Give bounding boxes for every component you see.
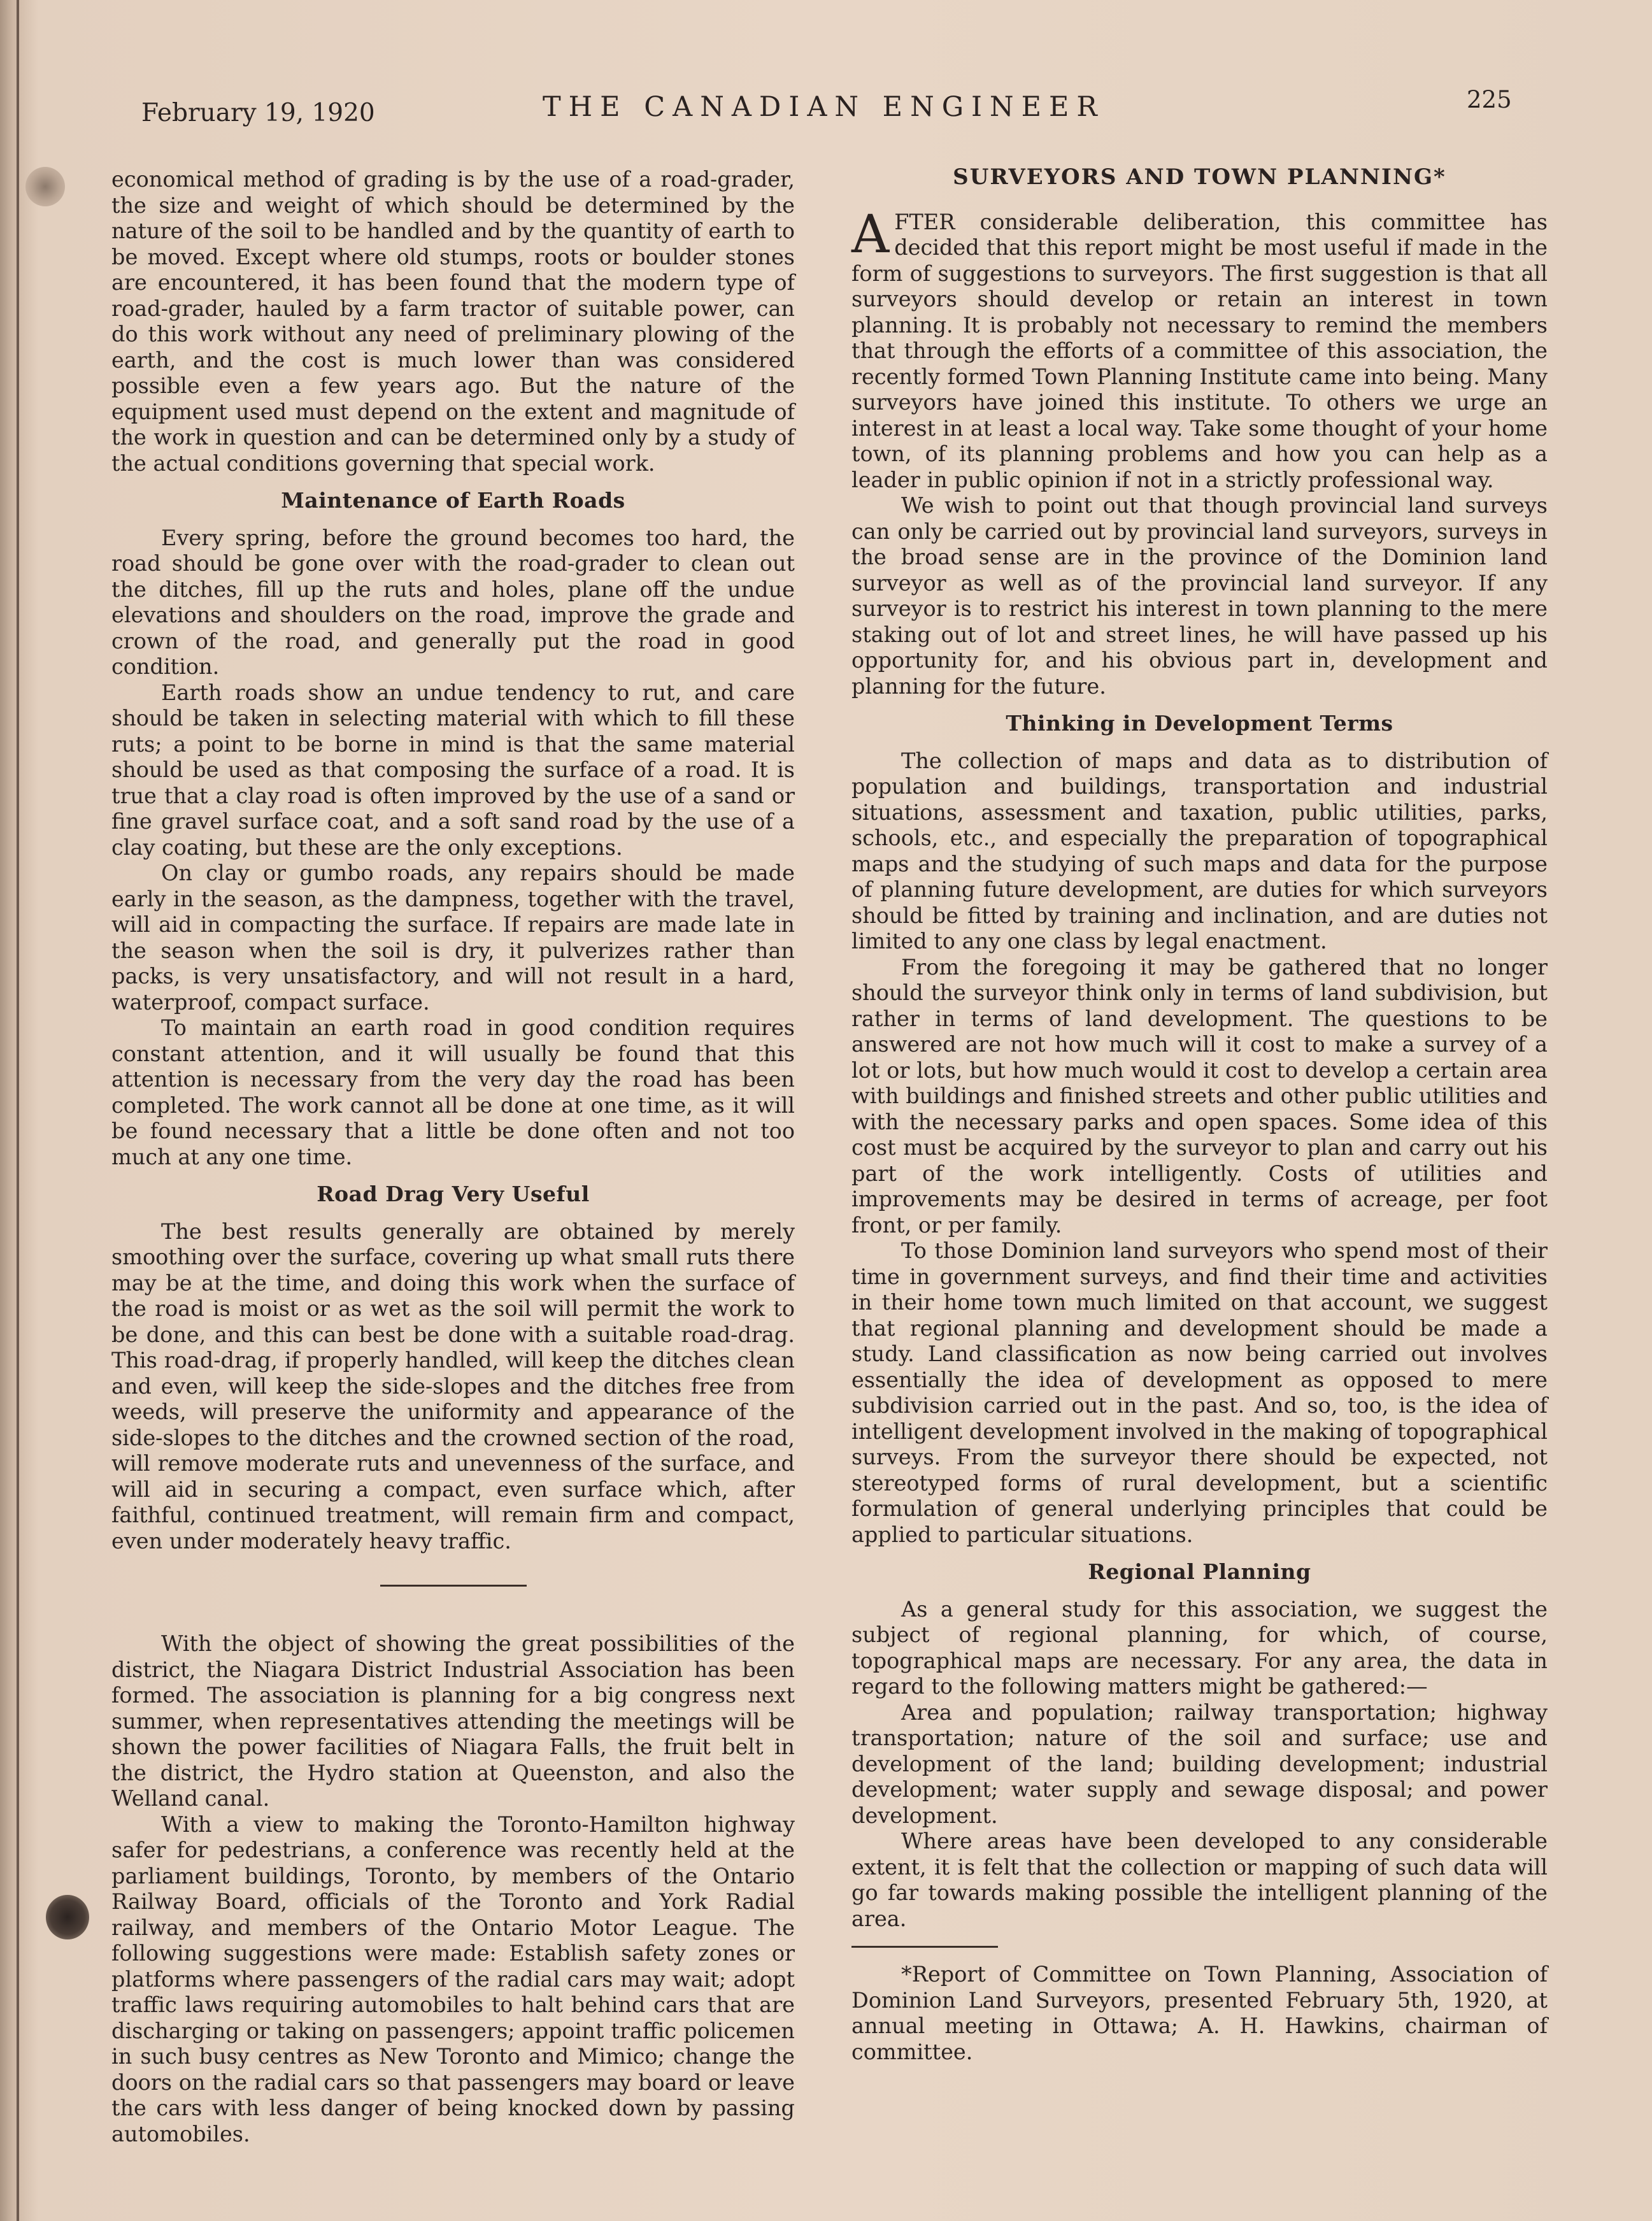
paragraph: We wish to point out that though provincial land surveys can only be carried out by provincial land surveyors, surveys in the broad sense are in the province of the Dominion land surveyor as well as of the provincial land surveyor. If any surveyor is to restrict his interest in town planning to the mere staking out of lot and street lines, he will have passed up his opportunity for, and his obvious part in, development and planning for the future.	[851, 493, 1548, 699]
paragraph: Earth roads show an undue tendency to rut, and care should be taken in selecting material with which to fill these ruts; a point to be borne in mind is that the same material should be used as that composing the surface of a road. It is true that a clay road is often improved by the use of a sand or fine gravel surface coat, and a soft sand road by the use of a clay coating, but these are the only exceptions.	[111, 680, 795, 860]
paragraph: To maintain an earth road in good condition requires constant attention, and it will usually be found that this attention is necessary from the very day the road has been completed. The work cannot all be done at one time, as it will be found necessary that a little be done often and not too much at any one time.	[111, 1015, 795, 1169]
footnote-divider	[851, 1946, 998, 1948]
article-title: SURVEYORS AND TOWN PLANNING*	[953, 164, 1446, 190]
running-header	[0, 86, 1652, 131]
issue-date: February 19, 1920	[141, 99, 375, 127]
section-heading-maintenance: Maintenance of Earth Roads	[281, 488, 625, 513]
paragraph: With the object of showing the great possibilities of the district, the Niagara District Industrial Association has been formed. The association is planning for a big congress next summer, when representatives attending the meetings will be shown the power facilities of Niagara Falls, the fruit belt in the district, the Hydro station at Queenston, and also the Welland canal.	[111, 1631, 795, 1811]
section-divider	[380, 1585, 527, 1587]
paragraph-with-dropcap	[851, 204, 1548, 494]
footnote	[851, 1962, 1548, 2065]
paragraph: To those Dominion land surveyors who spend most of their time in government surveys, and find their time and activities in their home town much limited on that account, we suggest that regional planning and development should be made a study. Land classification as now being carried out involves essentially the idea of development as opposed to mere subdivision carried out in the past. And so, too, is the idea of intelligent development involved in the making of topographical surveys. From the surveyor there should be expected, not stereotyped forms of rural development, but a scientific formulation of general underlying principles that could be applied to particular situations.	[851, 1238, 1548, 1547]
paragraph: economical method of grading is by the use of a road-grader, the size and weight of which should be determined by the nature of the soil to be handled and by the quantity of earth to be moved. Except where old stumps, roots or boulder stones are encountered, it has been found that the modern type of road-grader, hauled by a farm tractor of suitable power, can do this work without any need of preliminary plowing of the earth, and the cost is much lower than was considered possible even a few years ago. But the nature of the equipment used must depend on the extent and magnitude of the work in question and can be determined only by a study of the actual conditions governing that special work.	[111, 167, 795, 476]
publication-title: THE CANADIAN ENGINEER	[543, 91, 1105, 123]
left-column	[111, 167, 795, 2147]
right-column	[851, 164, 1548, 2065]
page-number: 225	[1467, 86, 1512, 113]
paragraph: Area and population; railway transportation; highway transportation; nature of the soil and surface; use and development of the land; building development; industrial development; water supply and sewage disposal; and power development.	[851, 1699, 1548, 1828]
section-heading-road-drag: Road Drag Very Useful	[317, 1182, 590, 1206]
paragraph: The best results generally are obtained by merely smoothing over the surface, covering up what small ruts there may be at the time, and doing this work when the surface of the road is moist or as wet as the soil will permit the work to be done, and this can best be done with a suitable road-drag. This road-drag, if properly handled, will keep the ditches clean and even, will keep the side-slopes and the ditches free from weeds, will preserve the uniformity and appearance of the side-slopes to the ditches and the crowned section of the road, will remove moderate ruts and unevenness of the surface, and will aid in securing a compact, even surface which, after faithful, continued treatment, will remain firm and compact, even under moderately heavy traffic.	[111, 1218, 795, 1553]
punch-hole-bottom	[46, 1895, 89, 1939]
section-heading-thinking: Thinking in Development Terms	[1006, 711, 1393, 736]
footnote-text: *Report of Committee on Town Planning, Association of Dominion Land Surveyors, presented February 5th, 1920, at annual meeting in Ottawa; A. H. Hawkins, chairman of committee.	[851, 1962, 1548, 2064]
paragraph: Where areas have been developed to any considerable extent, it is felt that the collection or mapping of such data will go far towards making possible the intelligent planning of the area.	[851, 1829, 1548, 1931]
section-heading-regional: Regional Planning	[1088, 1559, 1311, 1584]
paragraph: With a view to making the Toronto-Hamilton highway safer for pedestrians, a conference was recently held at the parliament buildings, Toronto, by members of the Ontario Railway Board, officials of the Toronto and York Radial railway, and members of the Ontario Motor League. The following suggestions were made: Establish safety zones or platforms where passengers of the radial cars may wait; adopt traffic laws requiring automobiles to halt behind cars that are discharging or taking on passengers; appoint traffic policemen in such busy centres as New Toronto and Mimico; change the doors on the radial cars so that passengers may board or leave the cars with less danger of being knocked down by passing automobiles.	[111, 1811, 795, 2146]
punch-hole-top	[25, 167, 65, 206]
paragraph: From the foregoing it may be gathered that no longer should the surveyor think only in terms of land subdivision, but rather in terms of land development. The questions to be answered are not how much will it cost to make a survey of a lot or lots, but how much would it cost to develop a certain area with buildings and finished streets and other public utilities and with the necessary parks and open spaces. Some idea of this cost must be acquired by the surveyor to plan and carry out his part of the work intelligently. Costs of utilities and improvements may be desired in terms of acreage, per foot front, or per family.	[851, 954, 1548, 1238]
drop-cap: A	[851, 204, 890, 265]
paragraph: Every spring, before the ground becomes too hard, the road should be gone over with the road-grader to clean out the ditches, fill up the ruts and holes, plane off the undue elevations and shoulders on the road, improve the grade and crown of the road, and generally put the road in good condition.	[111, 525, 795, 679]
paragraph: The collection of maps and data as to distribution of population and buildings, transportation and industrial situations, assessment and taxation, public utilities, parks, schools, etc., and especially the preparation of topographical maps and the studying of such maps and data for the purpose of planning future development, are duties for which surveyors should be fitted by training and inclination, and are duties not limited to any one class by legal enactment.	[851, 748, 1548, 953]
paragraph: On clay or gumbo roads, any repairs should be made early in the season, as the dampness, together with the travel, will aid in compacting the surface. If repairs are made late in the season when the soil is dry, it pulverizes rather than packs, is very unsatisfactory, and will not result in a hard, waterproof, compact surface.	[111, 861, 795, 1015]
paragraph: As a general study for this association, we suggest the subject of regional planning, for which, of course, topographical maps are necessary. For any area, the data in regard to the following matters might be gathered:—	[851, 1596, 1548, 1699]
page-binding-edge	[17, 0, 19, 2221]
paragraph-text: FTER considerable deliberation, this committee has decided that this report might be most useful if made in the form of suggestions to surveyors. The first suggestion is that all surveyors should develop or retain an interest in town planning. It is probably not necessary to remind the members that through the efforts of a committee of this association, the recently formed Town Planning Institute came into being. Many surveyors have joined this institute. To others we urge an interest in at least a local way. Take some thought of your home town, of its planning problems and how you can help as a leader in public opinion if not in a strictly professional way.	[851, 209, 1548, 492]
